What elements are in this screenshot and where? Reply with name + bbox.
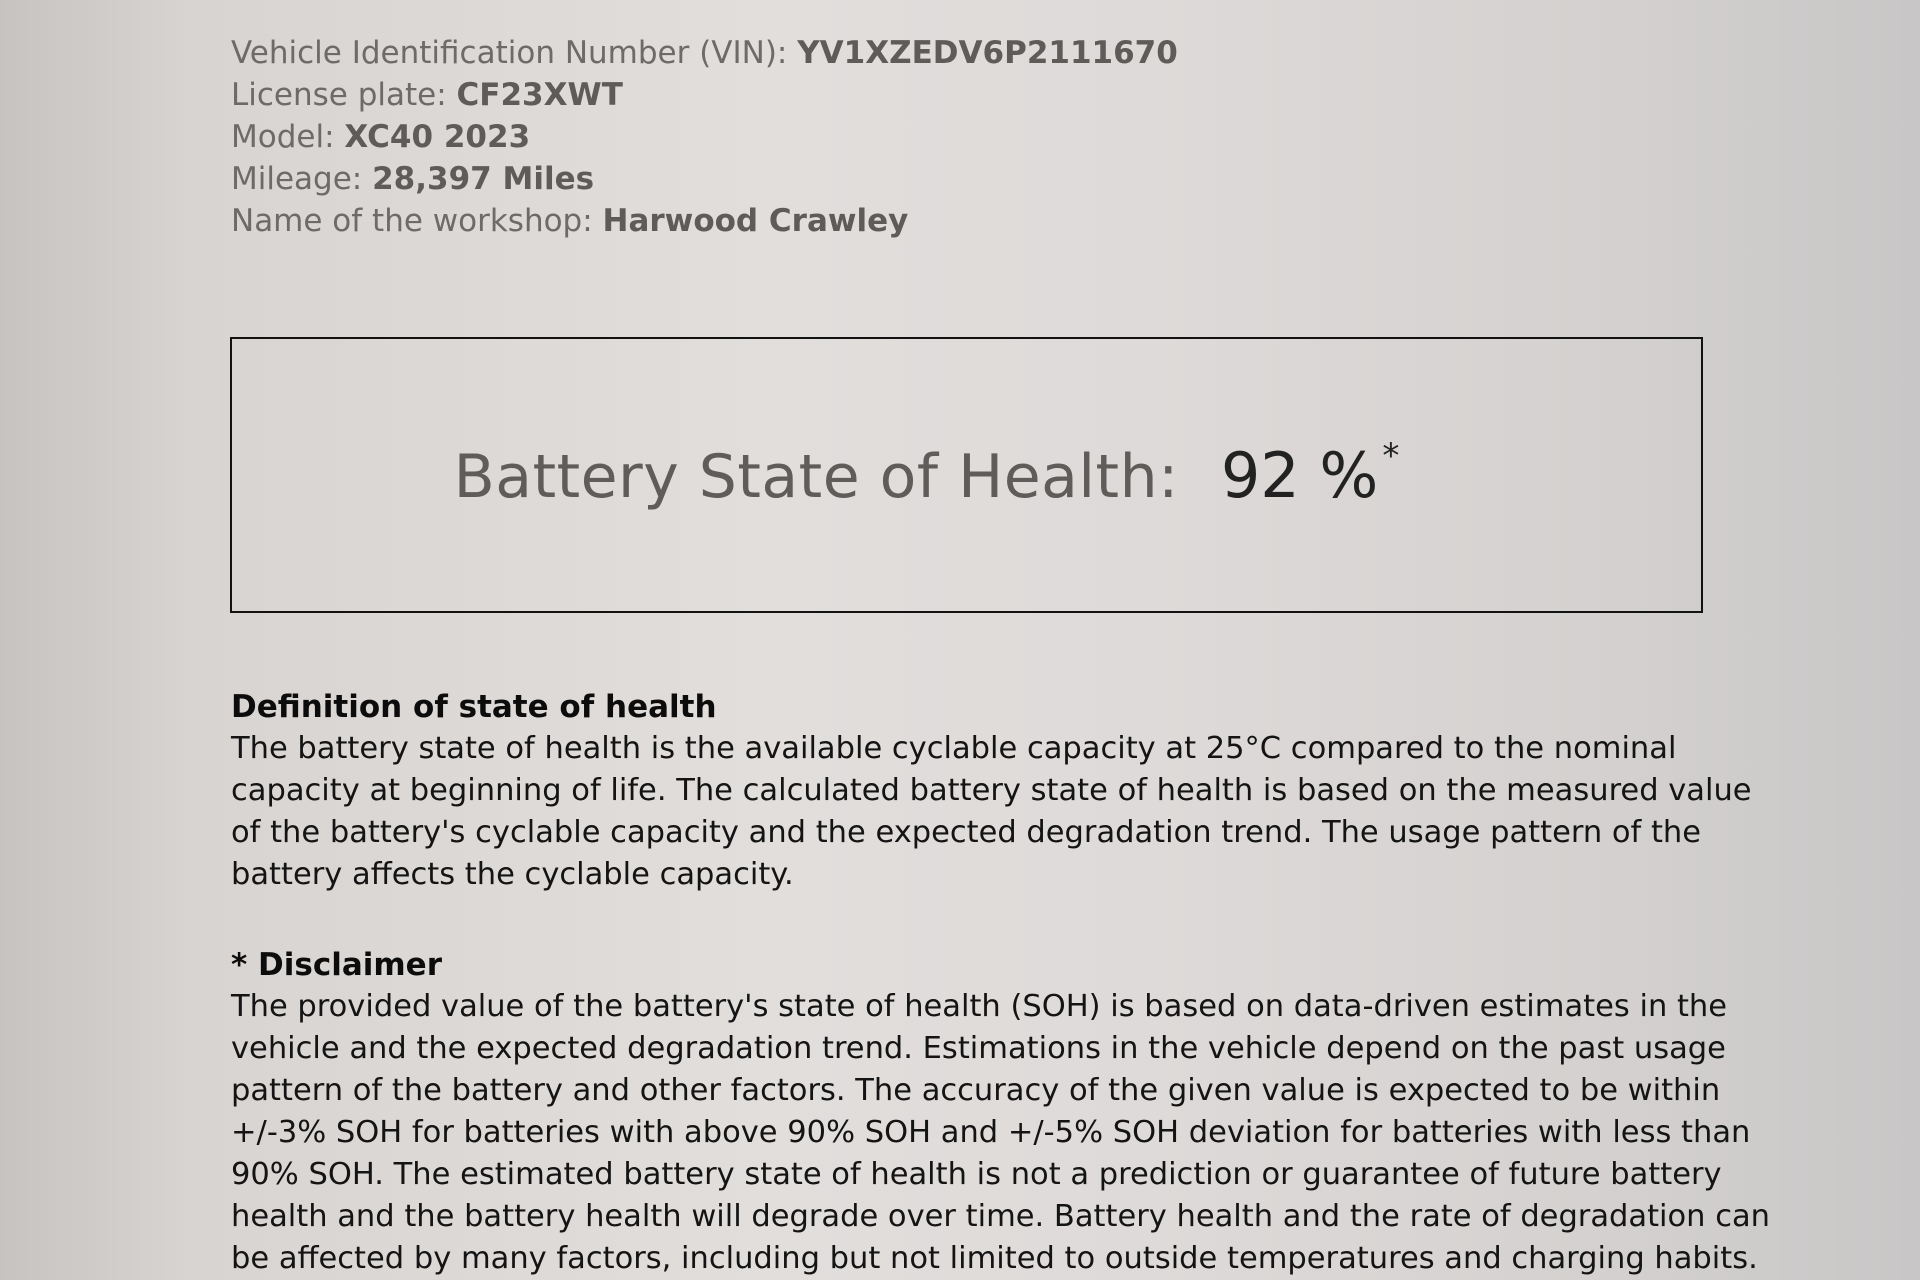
definition-section bbox=[231, 686, 1791, 896]
workshop-value: Harwood Crawley bbox=[602, 203, 909, 239]
vehicle-info bbox=[231, 32, 1731, 242]
workshop-line bbox=[231, 200, 1731, 242]
vin-line bbox=[231, 32, 1731, 74]
mileage-line bbox=[231, 158, 1731, 200]
battery-soh-content bbox=[453, 435, 1400, 512]
mileage-label: Mileage: bbox=[231, 161, 373, 197]
model-value: XC40 2023 bbox=[344, 119, 531, 155]
workshop-label: Name of the workshop: bbox=[231, 203, 603, 239]
license-plate-line bbox=[231, 74, 1731, 116]
disclaimer-body: The provided value of the battery's state of health (SOH) is based on data-driven estimates in the vehicle and the expected degradation trend. Estimations in the vehicle depend on the past usage pattern of the battery and other factors. The accuracy of the given value is expected to be within +/-3% SOH for batteries with above 90% SOH and +/-5% SOH deviation for batteries with less than 90% SOH. The estimated battery state of health is not a prediction or guarantee of future battery health and the battery health will degrade over time. Battery health and the rate of degradation can be affected by many factors, including but not limited to outside temperatures and charging habits. bbox=[231, 989, 1770, 1276]
disclaimer-heading: * Disclaimer bbox=[231, 947, 442, 983]
license-plate-label: License plate: bbox=[231, 77, 457, 113]
license-plate-value: CF23XWT bbox=[456, 77, 623, 113]
vin-value: YV1XZEDV6P2111670 bbox=[797, 35, 1178, 71]
disclaimer-section bbox=[231, 944, 1791, 1280]
definition-heading: Definition of state of health bbox=[231, 689, 717, 725]
mileage-value: 28,397 Miles bbox=[372, 161, 595, 197]
definition-body: The battery state of health is the available cyclable capacity at 25°C compared to the nominal capacity at beginning of life. The calculated battery state of health is based on the measured value of the battery's cyclable capacity and the expected degradation trend. The usage pattern of the battery affects the cyclable capacity. bbox=[231, 731, 1752, 892]
battery-soh-asterisk: * bbox=[1382, 435, 1400, 476]
model-line bbox=[231, 116, 1731, 158]
battery-soh-box bbox=[230, 337, 1703, 613]
vin-label: Vehicle Identification Number (VIN): bbox=[231, 35, 798, 71]
battery-soh-value: 92 % bbox=[1220, 438, 1379, 512]
model-label: Model: bbox=[231, 119, 345, 155]
battery-soh-label: Battery State of Health: bbox=[453, 441, 1179, 512]
